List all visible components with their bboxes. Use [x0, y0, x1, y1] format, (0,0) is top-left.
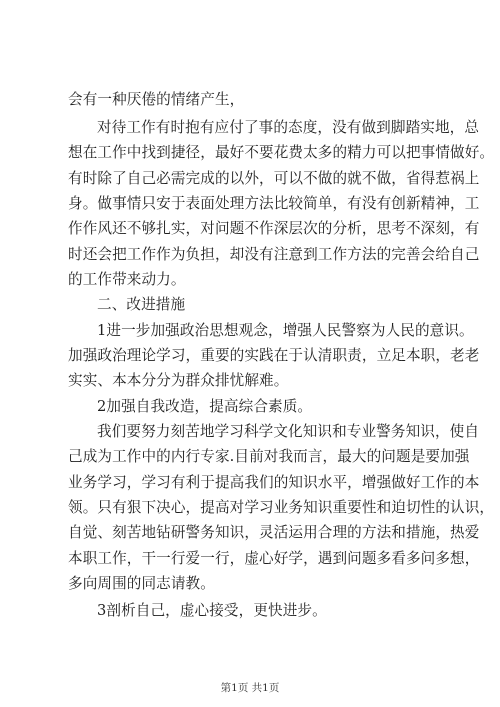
text-line-11: 加强政治理论学习，重要的实践在于认清职责，立足本职，老老 — [68, 347, 480, 364]
text-line-3: 想在工作中找到捷径，最好不要花费太多的精力可以把事情做好。 — [68, 144, 495, 161]
text-line-10: 1进一步加强政治思想观念，增强人民警察为人民的意识。 — [97, 322, 474, 339]
text-line-19: 本职工作，干一行爱一行，虚心好学，遇到问题多看多问多想， — [68, 550, 480, 567]
section-heading: 二、改进措施 — [97, 296, 186, 313]
text-line-7: 时还会把工作作为负担，却没有注意到工作方法的完善会给自己 — [68, 246, 480, 263]
text-line-14: 我们要努力刻苦地学习科学文化知识和专业警务知识，使自 — [97, 423, 480, 440]
text-line-17: 领。只有狠下决心，提高对学习业务知识重要性和迫切性的认识， — [68, 499, 495, 516]
text-line-18: 自觉、刻苦地钻研警务知识，灵活运用合理的方法和措施，热爱 — [68, 524, 480, 541]
text-line-15: 己成为工作中的内行专家.目前对我而言，最大的问题是要加强 — [68, 448, 470, 465]
text-line-6: 作作风还不够扎实，对问题不作深层次的分析，思考不深刻，有 — [68, 220, 480, 237]
text-line-1: 会有一种厌倦的情绪产生， — [68, 91, 245, 108]
text-line-21: 3剖析自己，虚心接受，更快进步。 — [97, 602, 327, 619]
text-line-20: 多向周围的同志请教。 — [68, 575, 215, 592]
text-line-13: 2加强自我改造，提高综合素质。 — [97, 398, 313, 415]
text-line-5: 身。做事情只安于表面处理方法比较简单，有没有创新精神，工 — [68, 195, 480, 212]
text-line-2: 对待工作有时抱有应付了事的态度，没有做到脚踏实地，总 — [97, 119, 480, 136]
page-footer: 第1页 共1页 — [220, 682, 280, 694]
text-line-16: 业务学习，学习有利于提高我们的知识水平，增强做好工作的本 — [68, 474, 480, 491]
text-line-4: 有时除了自己必需完成的以外，可以不做的就不做，省得惹祸上 — [68, 170, 480, 187]
text-line-8: 的工作带来动力。 — [68, 271, 186, 288]
text-line-12: 实实、本本分分为群众排忧解难。 — [68, 372, 289, 389]
